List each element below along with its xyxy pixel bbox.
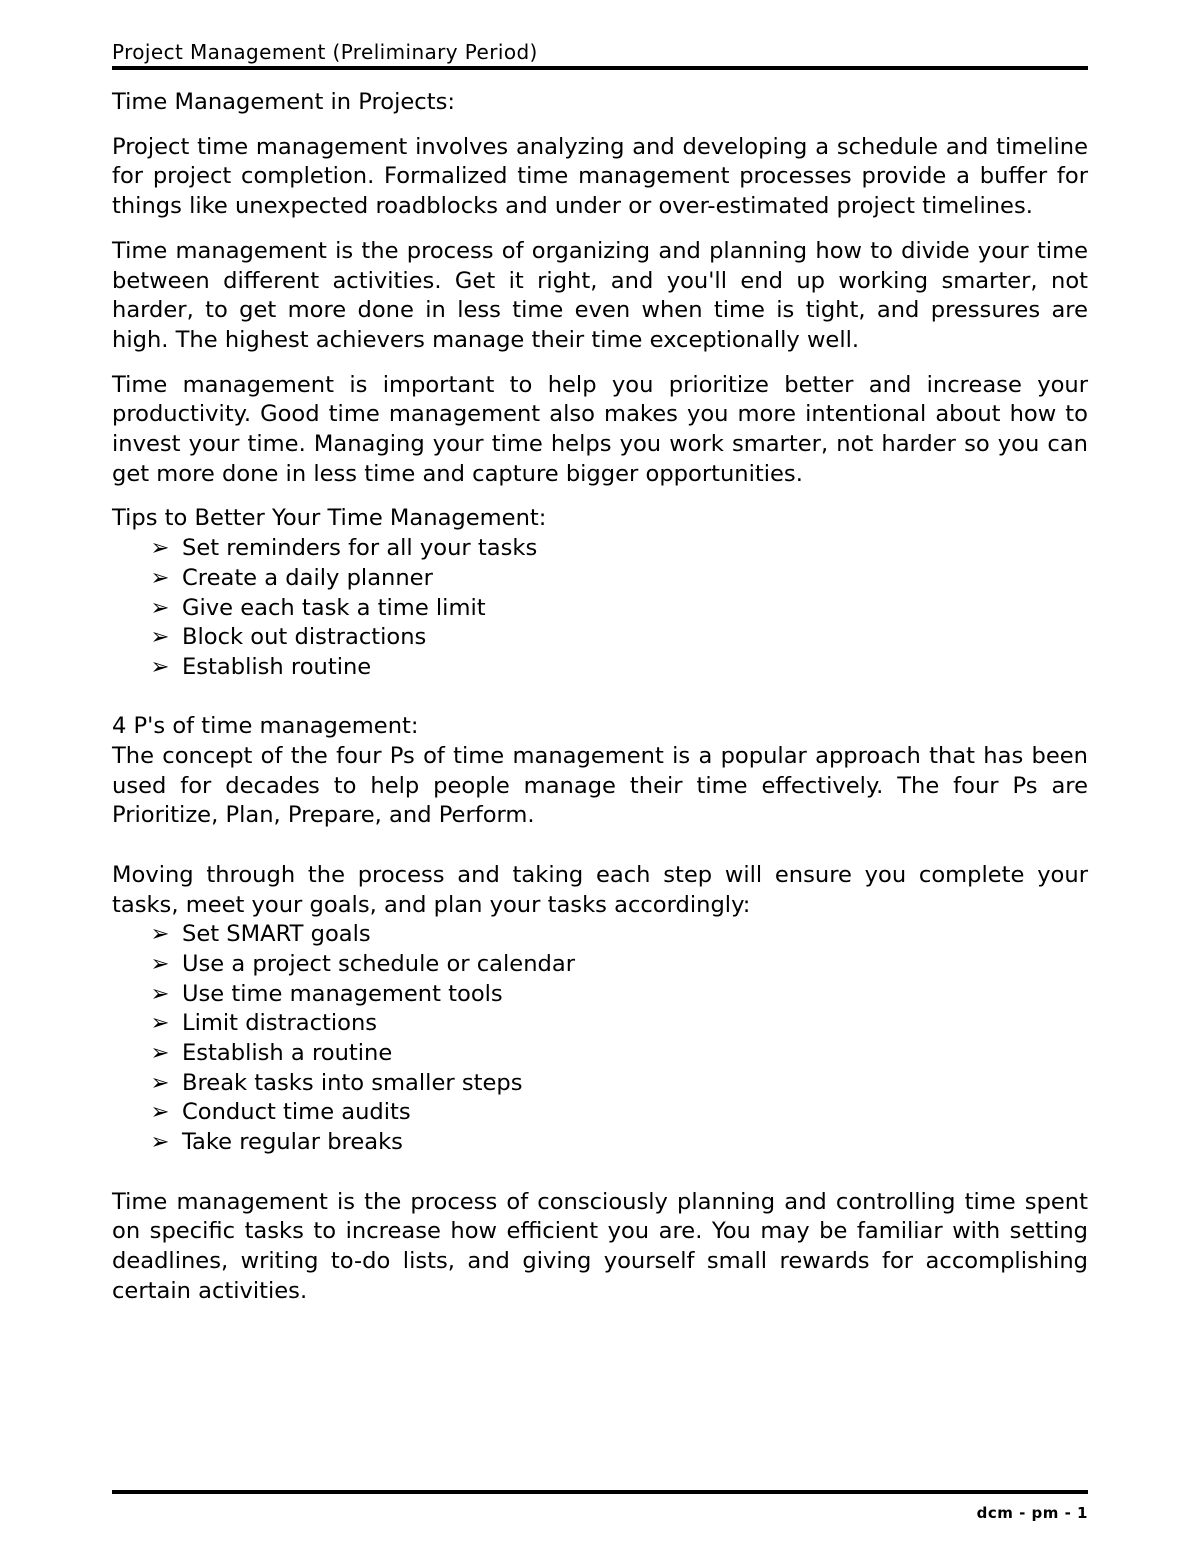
list-item-text: Break tasks into smaller steps [182,1069,523,1096]
list-item-text: Set reminders for all your tasks [182,535,538,562]
four-ps-heading: 4 P's of time management: [112,713,419,740]
paragraph-moving-through-process: Moving through the process and taking each step will ensure you complete your tasks, meet your goals, and plan your tasks accordingly: [112,861,1088,918]
arrow-bullet-icon: ➢ [150,594,170,621]
list-item-text: Use time management tools [182,980,503,1007]
header-rule [112,66,1088,70]
tips-list [112,534,1088,683]
tips-heading: Tips to Better Your Time Management: [112,505,547,532]
paragraph-final: Time management is the process of consciously planning and controlling time spent on specific tasks to increase how efficient you are. You may be familiar with setting deadlines, writing to-do lists, and giving yourself small rewards for accomplishing certain activities. [112,1188,1088,1304]
document-body [112,88,1088,1306]
list-item [112,1098,1088,1128]
arrow-bullet-icon: ➢ [150,1069,170,1096]
list-item-text: Take regular breaks [182,1129,403,1156]
list-item [112,653,1088,683]
arrow-bullet-icon: ➢ [150,980,170,1007]
blank-line [112,1158,1088,1188]
blank-line [112,683,1088,713]
list-item-text: Give each task a time limit [182,594,486,621]
list-item [112,1039,1088,1069]
list-item-text: Conduct time audits [182,1099,411,1126]
paragraph-time-management-importance: Time management is important to help you prioritize better and increase your productivity. Good time management also makes you more intentional about how to invest your time. Managing your time helps you work smarter, not harder so you can get more done in less time and capture bigger opportunities. [112,371,1088,487]
list-item-text: Establish a routine [182,1040,393,1067]
list-item [112,623,1088,653]
list-item [112,950,1088,980]
list-item [112,920,1088,950]
arrow-bullet-icon: ➢ [150,1040,170,1067]
arrow-bullet-icon: ➢ [150,921,170,948]
header-title: Project Management (Preliminary Period) [112,40,538,64]
arrow-bullet-icon: ➢ [150,535,170,562]
paragraph-four-ps: The concept of the four Ps of time management is a popular approach that has been used for decades to help people manage their time effectively. The four Ps are Prioritize, Plan, Prepare, and Perform. [112,743,1088,829]
list-item [112,1069,1088,1099]
list-item-text: Use a project schedule or calendar [182,950,575,977]
list-item [112,980,1088,1010]
footer-page-label: dcm - pm - 1 [976,1504,1088,1522]
list-item-text: Create a daily planner [182,564,433,591]
list-item-text: Limit distractions [182,1010,378,1037]
list-item-text: Block out distractions [182,624,427,651]
list-item [112,564,1088,594]
arrow-bullet-icon: ➢ [150,624,170,651]
list-item [112,534,1088,564]
arrow-bullet-icon: ➢ [150,564,170,591]
footer-rule [112,1490,1088,1494]
arrow-bullet-icon: ➢ [150,950,170,977]
arrow-bullet-icon: ➢ [150,653,170,680]
section-heading-time-management: Time Management in Projects: [112,89,455,115]
arrow-bullet-icon: ➢ [150,1129,170,1156]
paragraph-time-management-definition: Time management is the process of organizing and planning how to divide your time between different activities. Get it right, and you'll end up working smarter, not harder, to get more done in less time even when time is tight, and pressures are high. The highest achievers manage their time exceptionally well. [112,237,1088,353]
blank-line [112,831,1088,861]
list-item [112,1009,1088,1039]
list-item [112,594,1088,624]
list-item [112,1128,1088,1158]
list-item-text: Establish routine [182,653,372,680]
arrow-bullet-icon: ➢ [150,1010,170,1037]
document-page [112,0,1088,1553]
steps-list [112,920,1088,1158]
arrow-bullet-icon: ➢ [150,1099,170,1126]
list-item-text: Set SMART goals [182,921,371,948]
paragraph-project-time-management: Project time management involves analyzing and developing a schedule and timeline for project completion. Formalized time management processes provide a buffer for things like unexpected roadblocks and under or over-estimated project timelines. [112,133,1088,220]
